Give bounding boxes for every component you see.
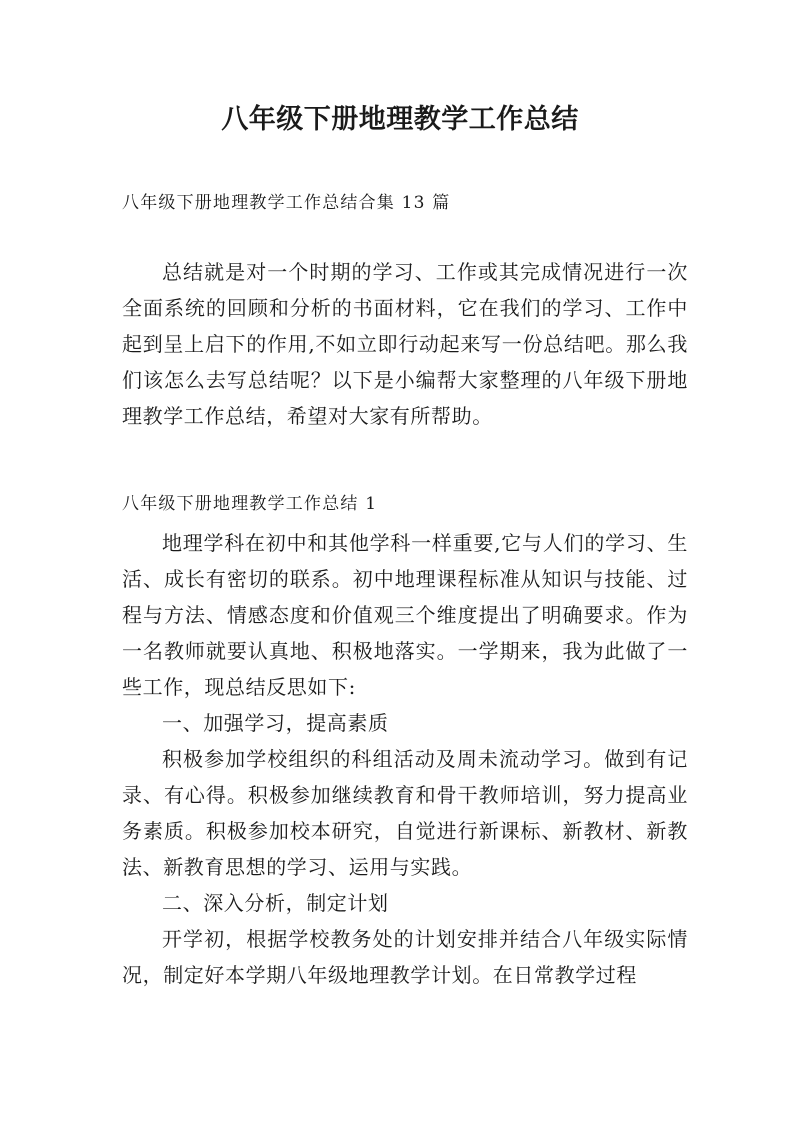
section-heading: 八年级下册地理教学工作总结 1	[122, 494, 378, 514]
document-title: 八年级下册地理教学工作总结	[221, 104, 579, 135]
intro-paragraph: 总结就是对一个时期的学习、工作或其完成情况进行一次全面系统的回顾和分析的书面材料，它在我们的学习、工作中起到呈上启下的作用,不如立即行动起来写一份总结吧。那么我们该怎么去写总结呢？以下是小编帮大家整理的八年级下册地理教学工作总结，希望对大家有所帮助。	[122, 260, 688, 428]
section-body	[122, 525, 688, 993]
body-paragraph: 开学初，根据学校教务处的计划安排并结合八年级实际情况，制定好本学期八年级地理教学计划。在日常教学过程	[122, 927, 688, 987]
subheading-strengthen-learning: 一、加强学习，提高素质	[162, 711, 389, 735]
subheading-make-plan: 二、深入分析，制定计划	[162, 891, 389, 915]
document-subtitle: 八年级下册地理教学工作总结合集 13 篇	[122, 193, 451, 213]
body-paragraph: 积极参加学校组织的科组活动及周未流动学习。做到有记录、有心得。积极参加继续教育和骨干教师培训，努力提高业务素质。积极参加校本研究，自觉进行新课标、新教材、新教法、新教育思想的学习、运用与实践。	[122, 747, 688, 879]
body-paragraph: 地理学科在初中和其他学科一样重要,它与人们的学习、生活、成长有密切的联系。初中地理课程标准从知识与技能、过程与方法、情感态度和价值观三个维度提出了明确要求。作为一名教师就要认真地、积极地落实。一学期来，我为此做了一些工作，现总结反思如下:	[122, 531, 688, 699]
